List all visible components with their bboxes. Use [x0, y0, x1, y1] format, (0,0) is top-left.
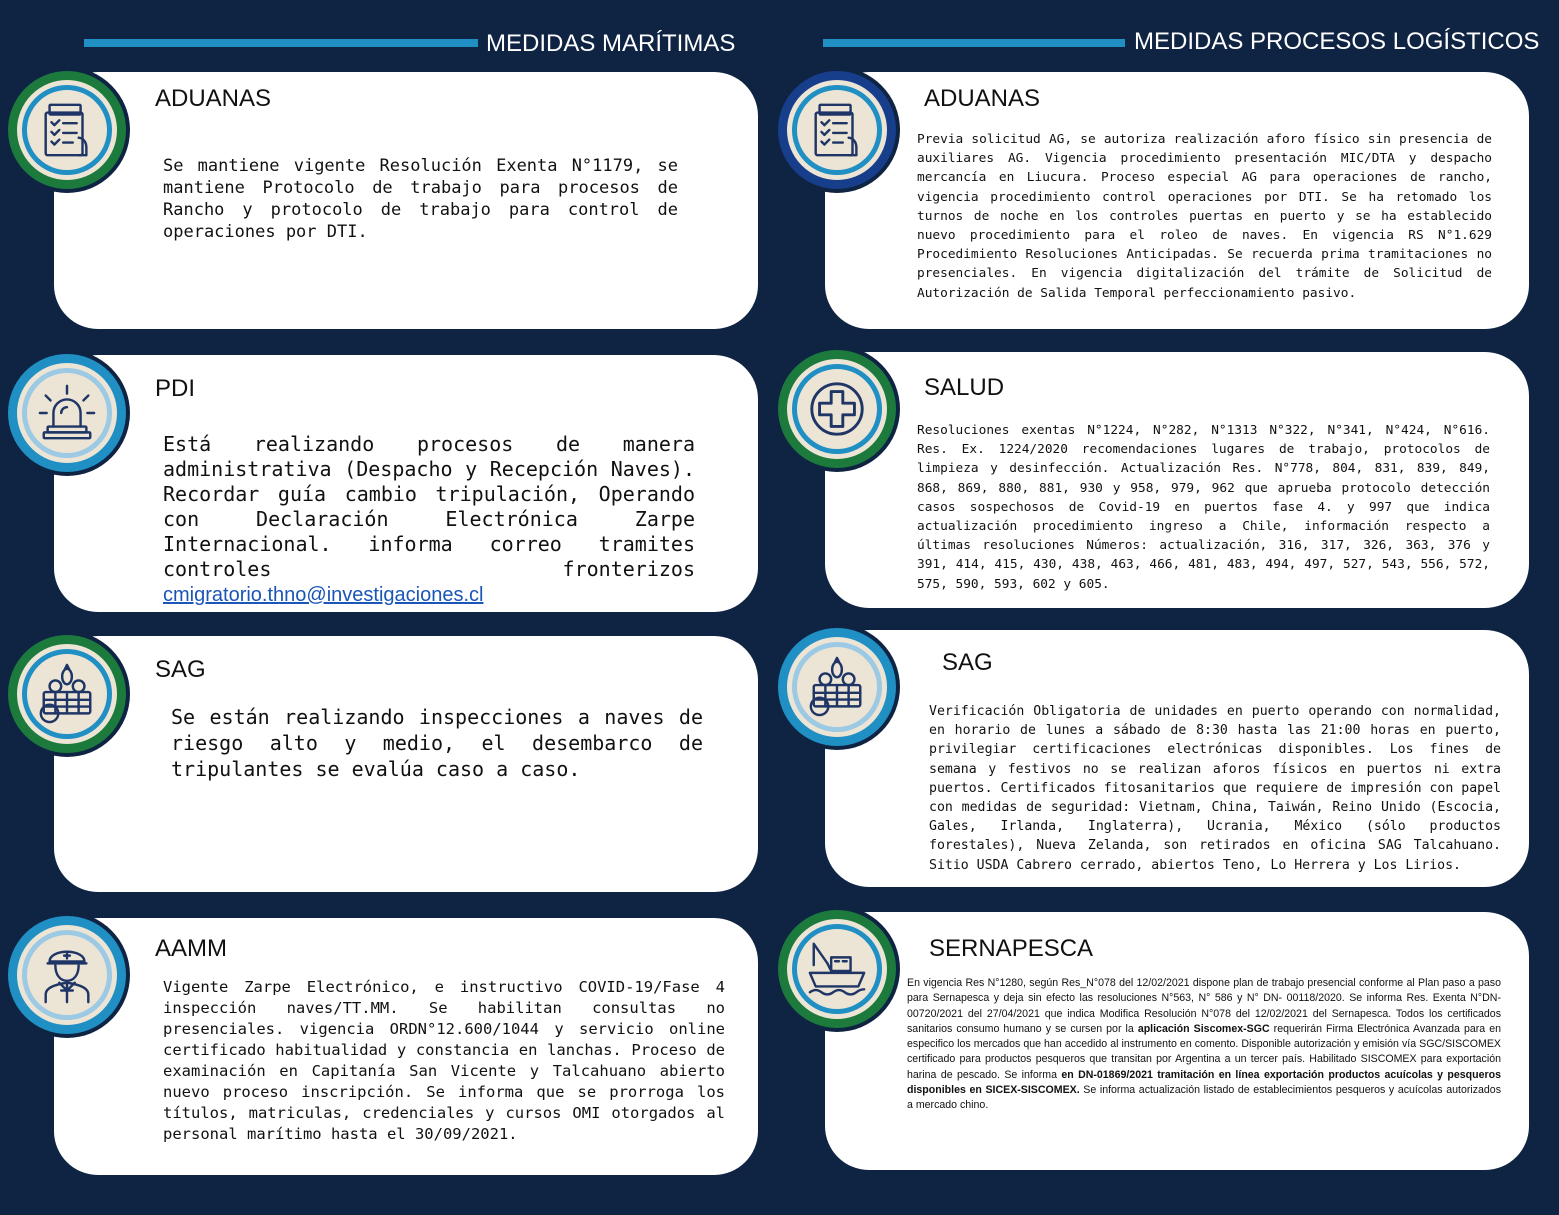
- sernapesca-text-2: requerirán Firma Electrónica Avanzada para en especifico los mercados que han accedido al instrumento en comento. Disponible autorización y emisión vía SGC/SISCOMEX certificado para productos pesqueros que transitan por Argentina a un tercer país. Habilitado SISCOMEX para exportación harina de pescado. Se informa: [907, 1022, 1501, 1081]
- right-header-bar: [823, 39, 1125, 47]
- medical-cross-icon: [806, 378, 868, 440]
- right-card-salud-body: Resoluciones exentas N°1224, N°282, N°1313 N°322, N°341, N°424, N°616. Res. Ex. 1224/2020 recomendaciones lugares de trabajo, protocolos de limpieza y desinfección. Actualización Res. N°778, 804, 831, 839, 849, 868, 869, 880, 881, 930 y 958, 979, 962 que aprueba protocolo detección casos sospechosos de Covid-19 en puertos fase 4. y 997 que indica actualización procedimiento ingreso a Chile, información respecto a últimas resoluciones Números: actualización, 316, 317, 326, 363, 376 y 391, 414, 415, 430, 438, 463, 466, 481, 483, 494, 497, 527, 543, 556, 572, 575, 590, 593, 602 y 605.: [917, 423, 1490, 592]
- left-card-pdi-text: Está realizando procesos de manera administrativa (Despacho y Recepción Naves). Recordar guía cambio tripulación, Operando con Declaración Electrónica Zarpe Internacional. informa correo tramites controles fronterizos: [163, 432, 695, 581]
- right-card-sag-body: Verificación Obligatoria de unidades en puerto operando con normalidad, en horario de lunes a sábado de 8:30 hasta las 21:00 horas en puerto, privilegiar certificaciones electrónicas disponibles. Los fines de semana y festivos no se realizan aforos físicos en puertos ni extra puertos. Certificados fitosanitarios que requiere de impresión con papel con medidas de seguridad: Vietnam, China, Taiwán, Reino Unido (Escocia, Gales, Irlanda, Inglaterra), Ucrania, México (sólo productos forestales), Nueva Zelanda, son retirados en oficina SAG Talcahuano. Sitio USDA Cabrero cerrado, abiertos Teno, Lo Herrera y Los Lirios.: [929, 704, 1501, 873]
- right-card-sernapesca-title: SERNAPESCA: [929, 935, 1094, 962]
- right-card-aduanas-body: Previa solicitud AG, se autoriza realización aforo físico sin presencia de auxiliares AG. Vigencia procedimiento presentación MIC/DTA y despacho mercancía en Liucura. Proceso especial AG para operaciones de rancho, vigencia procedimiento control operaciones por DTI. Se ha retomado los turnos de noche en los controles puertas en puerto y se ha establecido nuevo procedimiento para el roleo de naves. En vigencia RS N°1.629 Procedimiento Resoluciones Anticipadas. Se recuerda prima tramitaciones no presenciales. En vigencia digitalización del trámite de Solicitud de Autorización de Salida Temporal perfeccionamiento pasivo.: [917, 132, 1492, 301]
- left-header-bar: [84, 39, 478, 47]
- sernapesca-bold-1: aplicación Siscomex-SGC: [1137, 1022, 1270, 1035]
- pdi-email-link[interactable]: cmigratorio.thno@investigaciones.cl: [163, 584, 484, 606]
- siren-alarm-icon: [36, 382, 98, 444]
- fishing-vessel-icon: [806, 938, 868, 1000]
- customs-checklist-icon: [36, 99, 98, 161]
- right-sernapesca-icon-ring: [778, 910, 896, 1028]
- right-aduanas-icon-ring: [778, 71, 896, 189]
- left-aduanas-icon-ring: [8, 71, 126, 189]
- left-card-aamm-title: AAMM: [155, 935, 227, 962]
- right-salud-icon-ring: [778, 350, 896, 468]
- left-pdi-icon-ring: [8, 354, 126, 472]
- right-card-sag-title: SAG: [942, 649, 993, 676]
- right-card-salud-title: SALUD: [924, 374, 1005, 401]
- left-sag-icon-ring: [8, 635, 126, 753]
- left-card-aduanas-title: ADUANAS: [155, 85, 272, 112]
- left-card-pdi-title: PDI: [155, 375, 196, 402]
- sernapesca-text-1: En vigencia Res N°1280, según Res_N°078 del 12/02/2021 dispone plan de trabajo presencial conforme al Plan paso a paso para Sernapesca y deja sin efecto las resoluciones N°563, N° 586 y N° DN- 00118/2020. Se informa Res. Exenta N°DN- 00720/2021 del 27/04/2021 que indica Modifica Resolución N°078 del 12/02/2021 del Sernapesca. Todos los certificados sanitarios consumo humano y se cursen por la: [907, 977, 1501, 1035]
- left-card-sag-body: Se están realizando inspecciones a naves de riesgo alto y medio, el desembarco de tripulantes se evalúa caso a caso.: [171, 705, 703, 781]
- right-header-title: MEDIDAS PROCESOS LOGÍSTICOS: [1134, 28, 1540, 55]
- sernapesca-bold-2: en DN-01869/2021 tramitación en línea exportación productos acuícolas y pesqueros disponibles en SICEX-SISCOMEX.: [907, 1068, 1501, 1097]
- customs-checklist-icon: [806, 99, 868, 161]
- produce-basket-icon: [36, 663, 98, 725]
- right-card-aduanas-title: ADUANAS: [924, 85, 1041, 112]
- right-card-sernapesca-body: [907, 976, 1501, 1114]
- produce-basket-icon: [806, 656, 868, 718]
- sernapesca-text-3: Se informa actualización listado de establecimientos pesqueros y acuícolas autorizados a mercado chino.: [907, 1084, 1501, 1112]
- left-card-aamm-body: Vigente Zarpe Electrónico, e instructivo COVID-19/Fase 4 inspección naves/TT.MM. Se habilitan consultas no presenciales. vigencia ORDN°12.600/1044 y servicio online certificado habitualidad y constancia en lanchas. Proceso de examinación en Capitanía San Vicente y Talcahuano abierto nuevo proceso inscripción. Se informa que se prorroga los títulos, matriculas, credenciales y cursos OMI otorgados al personal marítimo hasta el 30/09/2021.: [163, 978, 725, 1143]
- right-sag-icon-ring: [778, 628, 896, 746]
- left-card-aduanas-body: Se mantiene vigente Resolución Exenta N°1179, se mantiene Protocolo de trabajo para procesos de Rancho y protocolo de trabajo para control de operaciones por DTI.: [163, 156, 678, 242]
- naval-officer-icon: [36, 944, 98, 1006]
- left-card-sag-title: SAG: [155, 656, 206, 683]
- left-card-pdi-body: [163, 432, 695, 608]
- left-header-title: MEDIDAS MARÍTIMAS: [486, 30, 736, 57]
- left-aamm-icon-ring: [8, 916, 126, 1034]
